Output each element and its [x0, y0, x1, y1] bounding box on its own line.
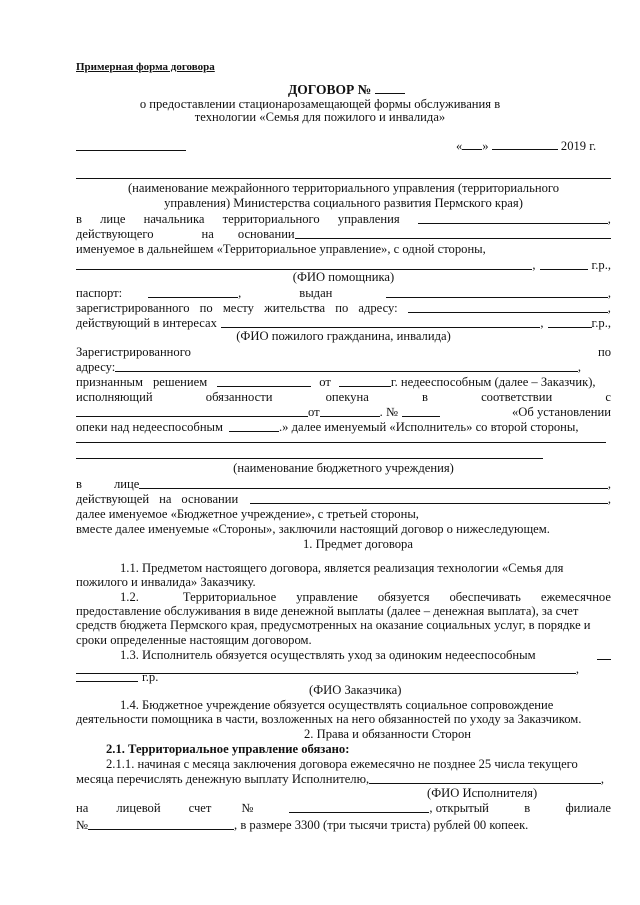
caption-customer: (ФИО Заказчика) [309, 683, 402, 697]
amount-text: , в размере 3300 (три тысячи триста) рублей 00 копеек. [234, 818, 529, 832]
word: «Об установлении [512, 405, 611, 419]
word: .» далее именуемый «Исполнитель» со второй стороны, [279, 420, 579, 434]
line-elder-address [76, 360, 581, 375]
word: опекуна [325, 390, 369, 404]
budget-basis-blank [250, 492, 608, 504]
assistant-birth-year-blank [540, 258, 588, 270]
p14-line1: 1.4. Бюджетное учреждение обязуется осуществлять социальное сопровождение [120, 698, 554, 712]
birth-year-label: г.р. [142, 670, 159, 684]
word: филиале [565, 801, 611, 815]
word: решением [153, 375, 208, 389]
basis-blank [295, 227, 611, 239]
caption-executor: (ФИО Исполнителя) [427, 786, 538, 800]
year-text: 2019 г. [560, 139, 597, 153]
comma: , [607, 286, 611, 300]
passport-label: паспорт: [76, 286, 123, 300]
elder-name-blank [221, 316, 540, 328]
address-label: адресу: [76, 360, 116, 374]
word: 1.2. [120, 590, 139, 604]
decree-date-blank [320, 405, 380, 417]
caption-territorial: (наименование межрайонного территориального управления (территориального [127, 181, 560, 195]
p11-line1: 1.1. Предметом настоящего договора, является реализация технологии «Семья для [120, 561, 564, 575]
word: от [308, 405, 320, 419]
line-opeki [76, 420, 611, 435]
line-guardian-duties [76, 390, 611, 405]
decree-number-blank [402, 405, 440, 417]
comma: , [577, 360, 581, 374]
head-name-blank [418, 212, 608, 224]
subtitle-line-2: технологии «Семья для пожилого и инвалида» [194, 110, 446, 124]
word: управления [337, 212, 400, 226]
p211-account-line [76, 801, 611, 816]
comma: , [540, 316, 544, 330]
line-recognized [76, 375, 611, 390]
comma: , [607, 212, 611, 226]
budget-name-blank-2 [76, 458, 543, 459]
p13-line3 [76, 670, 158, 685]
p12-line1 [120, 590, 611, 605]
word: Зарегистрированного [76, 345, 191, 359]
word: обязуется [377, 590, 430, 604]
line-registered-elder [76, 345, 611, 360]
elder-address-blank [115, 360, 578, 372]
comma: , [532, 258, 536, 272]
p12-line3: средств бюджета Пермского края, предусмотренных на оказание социальных услуг, в порядке и [76, 618, 591, 632]
word: в [76, 212, 82, 226]
word: опеки над недееспособным [76, 420, 223, 434]
line-passport [76, 286, 611, 301]
word: действующей [76, 492, 150, 506]
word: в [524, 801, 531, 815]
territorial-name-blank [76, 178, 611, 179]
line-guardianship-decree [76, 405, 611, 420]
issued-label: выдан [299, 286, 333, 300]
contract-title-text: ДОГОВОР № [288, 82, 372, 97]
elder-birth-year-blank [548, 316, 592, 328]
comma: , [575, 662, 579, 676]
caption-territorial-2: управления) Министерства социального развития Пермского края) [164, 196, 523, 210]
date-close-quote: » [482, 139, 489, 153]
contract-title [288, 82, 405, 97]
p211-line1: 2.1.1. начиная с месяца заключения договора ежемесячно не позднее 25 числа текущего [106, 757, 578, 771]
p13-line1 [120, 648, 611, 663]
comma: , [238, 286, 242, 300]
comma: , [607, 477, 611, 491]
word: от [319, 375, 331, 389]
acting-in-interests-label: действующий в интересах [76, 316, 217, 330]
word: счет [188, 801, 212, 815]
p14-line2: деятельности помощника в части, возложенных на него обязанностей по уходу за Заказчиком. [76, 712, 582, 726]
word: жительства [264, 301, 326, 315]
word: Территориальное [182, 590, 277, 604]
day-blank [462, 138, 482, 150]
word: по [597, 345, 611, 359]
word: лице [113, 477, 140, 491]
word: основании [181, 492, 239, 506]
word: исполняющий [76, 390, 153, 404]
contract-number-blank [375, 82, 405, 94]
p11-line2: пожилого и инвалида» Заказчику. [76, 575, 256, 589]
birth-year-label: г.р., [591, 258, 611, 272]
word: № [241, 801, 254, 815]
imenuemoe-budget: далее именуемое «Бюджетное учреждение», с третьей стороны, [76, 507, 419, 521]
assistant-name-blank [76, 258, 532, 270]
word: ежемесячное [540, 590, 611, 604]
caption-budget: (наименование бюджетного учреждения) [233, 461, 454, 475]
word: в [76, 477, 82, 491]
word: адресу: [358, 301, 398, 315]
word: месяца перечислять денежную выплату Исполнителю, [76, 772, 370, 786]
section1-title: 1. Предмет договора [303, 537, 413, 551]
word: признанным [76, 375, 143, 389]
word: на [201, 227, 214, 241]
comma: , [607, 492, 611, 506]
ward-blank [229, 420, 279, 432]
word: лицевой [116, 801, 161, 815]
word: лице [100, 212, 126, 226]
caption-assistant: (ФИО помощника) [292, 270, 395, 284]
word: зарегистрированного [76, 301, 190, 315]
decision-blank [217, 375, 311, 387]
word: соответствии [481, 390, 553, 404]
word: 1.3. Исполнитель обязуется осуществлять уход за одиноким недееспособным [120, 648, 536, 662]
form-label: Примерная форма договора [76, 61, 215, 73]
word: , открытый [429, 801, 489, 815]
caption-elder: (ФИО пожилого гражданина, инвалида) [236, 329, 451, 343]
p211-amount-line [76, 818, 528, 833]
section21-title: 2.1. Территориальное управление обязано: [106, 742, 350, 756]
word: обеспечивать [449, 590, 521, 604]
word: месту [222, 301, 254, 315]
birth-year-label: г.р., [591, 316, 611, 330]
subtitle-line-1: о предоставлении стационарозамещающей формы обслуживания в [139, 97, 501, 111]
assistant-address-blank [408, 301, 608, 313]
word: по [199, 301, 213, 315]
word: обязанности [205, 390, 273, 404]
budget-head-blank [139, 477, 608, 489]
section2-title: 2. Права и обязанности Сторон [304, 727, 472, 741]
word: с [605, 390, 611, 404]
passport-number-blank [148, 286, 238, 298]
word: . № [379, 405, 398, 419]
budget-name-blank-1 [76, 442, 606, 443]
word: в [421, 390, 428, 404]
comma: , [607, 301, 611, 315]
line-deistvuyushego [76, 227, 611, 242]
word: территориального [222, 212, 320, 226]
decree-blank [76, 405, 308, 417]
imenuemoe-territorial: именуемое в дальнейшем «Территориальное управление», с одной стороны, [76, 242, 486, 256]
account-number-blank [289, 801, 429, 813]
customer-birth-year-blank [76, 670, 138, 682]
branch-number-blank [88, 818, 234, 830]
line-budget-basis [76, 492, 611, 507]
passport-issuer-blank [386, 286, 607, 298]
decision-date-blank [339, 375, 391, 387]
word: основании [237, 227, 295, 241]
number-sign: № [76, 818, 89, 832]
p13-blank [597, 648, 611, 660]
parties-together: вместе далее именуемые «Стороны», заключили настоящий договор о нижеследующем. [76, 522, 550, 536]
line-budget-litse [76, 477, 611, 492]
date-open-quote: « [456, 139, 463, 153]
month-blank [492, 138, 558, 150]
line-registered [76, 301, 611, 316]
word: на [159, 492, 172, 506]
place-blank [76, 150, 186, 151]
word: г. недееспособным (далее – Заказчик), [390, 375, 596, 389]
word: начальника [143, 212, 205, 226]
word: действующего [76, 227, 154, 241]
contract-date [456, 138, 596, 153]
line-litse-nachalnika [76, 212, 611, 227]
word: на [76, 801, 89, 815]
p211-line2 [76, 772, 604, 787]
comma: , [600, 772, 604, 786]
word: управление [296, 590, 358, 604]
executor-name-blank [369, 772, 601, 784]
p12-line2: предоставление обслуживания в виде денежной выплаты (далее – денежная выплата), за счет [76, 604, 579, 618]
word: по [335, 301, 349, 315]
p12-line4: сроки определенные настоящим договором. [76, 633, 312, 647]
